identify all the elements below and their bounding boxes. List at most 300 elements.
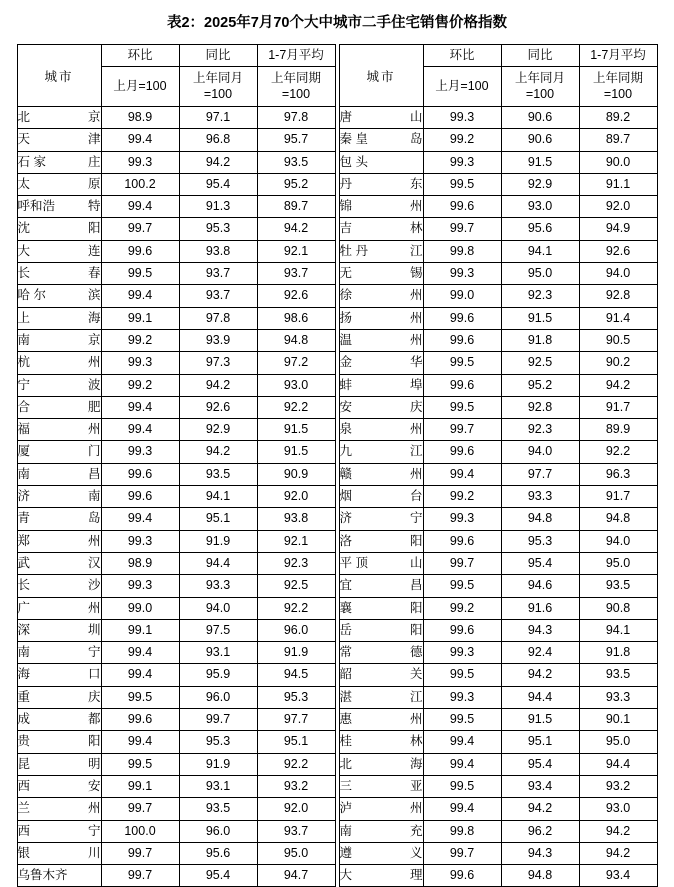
mom-value-right: 99.6 <box>423 441 501 463</box>
avg-value-right: 96.3 <box>579 463 657 485</box>
city-name-part1: 长 <box>17 266 31 281</box>
city-name-part1: 贵 <box>17 734 31 749</box>
mom-value-left: 99.2 <box>101 374 179 396</box>
mom-value-left: 99.2 <box>101 329 179 351</box>
city-name-part1: 烟 <box>339 489 353 504</box>
city-name-cell-right <box>339 642 423 664</box>
avg-value-right: 89.7 <box>579 129 657 151</box>
table-row <box>17 597 657 619</box>
city-name-part2: 波 <box>87 377 101 392</box>
header-sub-yoy-right <box>501 67 579 107</box>
yoy-value-left: 97.3 <box>179 352 257 374</box>
city-name-part1: 三 <box>339 778 353 793</box>
table-row <box>17 307 657 329</box>
table-row <box>17 151 657 173</box>
header-sub-yoy-left-l2: =100 <box>203 86 233 101</box>
city-name-cell-right <box>339 664 423 686</box>
mom-value-right: 99.5 <box>423 173 501 195</box>
city-name-part1: 厦 <box>17 444 31 459</box>
mom-value-right: 99.2 <box>423 129 501 151</box>
city-name-part1: 温 <box>339 332 353 347</box>
yoy-value-right: 94.4 <box>501 686 579 708</box>
city-name-cell-left <box>17 196 101 218</box>
mom-value-left: 99.7 <box>101 842 179 864</box>
yoy-value-right: 95.4 <box>501 552 579 574</box>
yoy-value-right: 90.6 <box>501 107 579 129</box>
mom-value-right: 99.2 <box>423 486 501 508</box>
table-row <box>17 619 657 641</box>
city-name-cell-right <box>339 173 423 195</box>
city-name-cell-left <box>17 173 101 195</box>
city-name-part2: 庆 <box>409 399 423 414</box>
city-name-part2: 州 <box>409 332 423 347</box>
city-name-cell-left <box>17 642 101 664</box>
table-head <box>17 45 657 107</box>
table-row <box>17 173 657 195</box>
city-name-part2: 江 <box>409 444 423 459</box>
yoy-value-right: 95.0 <box>501 263 579 285</box>
yoy-value-right: 93.3 <box>501 486 579 508</box>
city-name-part2: 阳 <box>87 734 101 749</box>
city-name-part1: 哈 尔 <box>17 288 46 303</box>
yoy-value-left: 92.9 <box>179 419 257 441</box>
city-name-cell-right <box>339 329 423 351</box>
mom-value-right: 99.6 <box>423 196 501 218</box>
city-name-part2: 亚 <box>409 778 423 793</box>
city-name-cell-left <box>17 151 101 173</box>
city-name-part1: 宜 <box>339 578 353 593</box>
mom-value-right: 99.7 <box>423 218 501 240</box>
avg-value-right: 91.8 <box>579 642 657 664</box>
mom-value-right: 99.4 <box>423 463 501 485</box>
avg-value-left: 92.2 <box>257 597 335 619</box>
city-name-part2: 宁 <box>87 645 101 660</box>
city-name-cell-right <box>339 619 423 641</box>
city-name-part1: 平 顶 <box>339 555 368 570</box>
avg-value-left: 93.7 <box>257 820 335 842</box>
yoy-value-left: 97.1 <box>179 107 257 129</box>
yoy-value-left: 95.9 <box>179 664 257 686</box>
table-row <box>17 642 657 664</box>
city-name-cell-left <box>17 731 101 753</box>
city-name-part2: 州 <box>87 600 101 615</box>
mom-value-right: 99.3 <box>423 686 501 708</box>
yoy-value-right: 92.3 <box>501 419 579 441</box>
avg-value-right: 94.0 <box>579 530 657 552</box>
table-row <box>17 129 657 151</box>
yoy-value-right: 92.8 <box>501 396 579 418</box>
city-name-cell-right <box>339 218 423 240</box>
city-name-part2: 南 <box>87 489 101 504</box>
city-name-part2: 春 <box>87 266 101 281</box>
city-name-cell-right <box>339 285 423 307</box>
city-name-cell-right <box>339 196 423 218</box>
city-name-part1: 天 <box>17 132 31 147</box>
city-name-part2: 门 <box>87 444 101 459</box>
avg-value-left: 92.3 <box>257 552 335 574</box>
city-name-part2: 京 <box>87 332 101 347</box>
city-name-part1: 南 <box>17 332 31 347</box>
table-row <box>17 798 657 820</box>
table-row <box>17 196 657 218</box>
city-name-part2: 昌 <box>409 578 423 593</box>
city-name-part2: 滨 <box>87 288 101 303</box>
avg-value-right: 95.0 <box>579 552 657 574</box>
yoy-value-left: 95.1 <box>179 508 257 530</box>
city-name-cell-left <box>17 107 101 129</box>
city-name-part1: 福 <box>17 422 31 437</box>
header-sub-avg-left-l1: 上年同期 <box>270 70 321 85</box>
city-name-part1: 广 <box>17 600 31 615</box>
city-name-part2: 岛 <box>409 132 423 147</box>
avg-value-right: 92.6 <box>579 240 657 262</box>
avg-value-right: 94.8 <box>579 508 657 530</box>
mom-value-left: 99.5 <box>101 753 179 775</box>
city-name-part1: 岳 <box>339 622 353 637</box>
yoy-value-left: 93.5 <box>179 798 257 820</box>
city-name-cell-left <box>17 396 101 418</box>
avg-value-right: 89.2 <box>579 107 657 129</box>
yoy-value-left: 93.1 <box>179 642 257 664</box>
yoy-value-right: 93.4 <box>501 775 579 797</box>
city-name-cell-left <box>17 597 101 619</box>
city-name-part1: 郑 <box>17 533 31 548</box>
city-name-part1: 北 <box>17 110 31 124</box>
mom-value-right: 99.6 <box>423 374 501 396</box>
yoy-value-left: 91.3 <box>179 196 257 218</box>
city-name-part1: 乌鲁木齐 <box>17 868 68 883</box>
city-name-cell-right <box>339 775 423 797</box>
city-name-part2: 海 <box>87 310 101 325</box>
avg-value-left: 91.5 <box>257 441 335 463</box>
city-name-part1: 泸 <box>339 801 353 816</box>
mom-value-left: 100.0 <box>101 820 179 842</box>
yoy-value-right: 92.4 <box>501 642 579 664</box>
city-name-cell-right <box>339 419 423 441</box>
avg-value-left: 89.7 <box>257 196 335 218</box>
avg-value-right: 94.1 <box>579 619 657 641</box>
city-name-cell-left <box>17 842 101 864</box>
city-name-part2: 都 <box>87 712 101 727</box>
page-title: 表2：2025年7月70个大中城市二手住宅销售价格指数 <box>166 15 507 31</box>
yoy-value-left: 93.7 <box>179 285 257 307</box>
city-name-part2: 圳 <box>87 622 101 637</box>
mom-value-left: 99.4 <box>101 396 179 418</box>
city-name-cell-right <box>339 798 423 820</box>
city-name-part1: 湛 <box>339 689 353 704</box>
city-name-cell-left <box>17 798 101 820</box>
city-name-part2: 州 <box>87 533 101 548</box>
city-name-cell-right <box>339 753 423 775</box>
mom-value-left: 99.1 <box>101 775 179 797</box>
city-name-part1: 秦 皇 <box>339 132 368 147</box>
header-sub-avg-left <box>257 67 335 107</box>
city-name-part1: 九 <box>339 444 353 459</box>
city-name-part1: 沈 <box>17 221 31 236</box>
avg-value-right: 91.7 <box>579 486 657 508</box>
city-name-cell-left <box>17 552 101 574</box>
city-name-part1: 金 <box>339 355 353 370</box>
avg-value-left: 92.0 <box>257 486 335 508</box>
city-name-cell-right <box>339 463 423 485</box>
mom-value-left: 99.4 <box>101 664 179 686</box>
yoy-value-left: 97.5 <box>179 619 257 641</box>
city-name-cell-left <box>17 263 101 285</box>
avg-value-left: 92.2 <box>257 396 335 418</box>
header-sub-yoy-left-l1: 上年同月 <box>192 70 243 85</box>
table-row <box>17 218 657 240</box>
yoy-value-left: 93.5 <box>179 463 257 485</box>
city-name-part1: 韶 <box>339 667 353 682</box>
city-name-part1: 无 <box>339 266 353 281</box>
city-name-part2: 山 <box>409 110 423 124</box>
header-sub-mom-left-l1: 上月=100 <box>113 78 167 93</box>
table-row <box>17 575 657 597</box>
avg-value-right: 91.4 <box>579 307 657 329</box>
mom-value-right: 99.7 <box>423 419 501 441</box>
city-name-part1: 太 <box>17 176 31 191</box>
table-row <box>17 508 657 530</box>
mom-value-left: 99.4 <box>101 642 179 664</box>
avg-value-right: 93.2 <box>579 775 657 797</box>
yoy-value-left: 95.3 <box>179 731 257 753</box>
mom-value-left: 99.6 <box>101 709 179 731</box>
yoy-value-right: 95.3 <box>501 530 579 552</box>
mom-value-right: 99.6 <box>423 619 501 641</box>
city-name-cell-right <box>339 396 423 418</box>
mom-value-right: 99.3 <box>423 107 501 129</box>
city-name-cell-left <box>17 218 101 240</box>
city-name-part1: 丹 <box>339 176 353 191</box>
yoy-value-left: 94.2 <box>179 151 257 173</box>
avg-value-right: 90.8 <box>579 597 657 619</box>
city-name-cell-left <box>17 530 101 552</box>
header-sub-avg-right <box>579 67 657 107</box>
city-name-part2: 阳 <box>409 600 423 615</box>
avg-value-right: 94.2 <box>579 820 657 842</box>
city-name-part2: 岛 <box>87 511 101 526</box>
city-name-cell-left <box>17 709 101 731</box>
city-name-part1: 成 <box>17 712 31 727</box>
city-name-part2: 阳 <box>409 533 423 548</box>
city-name-part1: 济 <box>339 511 353 526</box>
table-row <box>17 709 657 731</box>
city-name-part2: 锡 <box>409 266 423 281</box>
avg-value-right: 94.2 <box>579 842 657 864</box>
mom-value-right: 99.5 <box>423 575 501 597</box>
avg-value-left: 97.8 <box>257 107 335 129</box>
yoy-value-right: 91.5 <box>501 709 579 731</box>
table-row <box>17 107 657 129</box>
mom-value-right: 99.2 <box>423 597 501 619</box>
city-name-part1: 长 <box>17 578 31 593</box>
avg-value-right: 90.2 <box>579 352 657 374</box>
avg-value-right: 94.9 <box>579 218 657 240</box>
yoy-value-right: 96.2 <box>501 820 579 842</box>
mom-value-left: 99.4 <box>101 731 179 753</box>
mom-value-left: 99.1 <box>101 619 179 641</box>
mom-value-right: 99.6 <box>423 307 501 329</box>
price-index-table <box>17 44 658 887</box>
city-name-part2: 州 <box>409 288 423 303</box>
city-name-part1: 徐 <box>339 288 353 303</box>
yoy-value-left: 94.1 <box>179 486 257 508</box>
mom-value-left: 99.0 <box>101 597 179 619</box>
table-row <box>17 664 657 686</box>
yoy-value-right: 90.6 <box>501 129 579 151</box>
yoy-value-right: 91.6 <box>501 597 579 619</box>
table-row <box>17 263 657 285</box>
mom-value-left: 98.9 <box>101 107 179 129</box>
yoy-value-right: 93.0 <box>501 196 579 218</box>
header-sub-mom-right <box>423 67 501 107</box>
city-name-cell-right <box>339 508 423 530</box>
city-name-part2: 林 <box>409 221 423 236</box>
city-name-cell-right <box>339 820 423 842</box>
mom-value-right: 99.4 <box>423 798 501 820</box>
mom-value-right: 99.7 <box>423 552 501 574</box>
city-name-cell-left <box>17 441 101 463</box>
city-name-part1: 银 <box>17 845 31 860</box>
header-yoy-right: 同比 <box>501 45 579 67</box>
avg-value-right: 90.0 <box>579 151 657 173</box>
city-name-cell-left <box>17 753 101 775</box>
city-name-part2: 汉 <box>87 555 101 570</box>
avg-value-left: 98.6 <box>257 307 335 329</box>
table-row <box>17 329 657 351</box>
yoy-value-right: 94.8 <box>501 508 579 530</box>
city-name-cell-right <box>339 441 423 463</box>
city-name-cell-right <box>339 486 423 508</box>
city-name-cell-right <box>339 552 423 574</box>
avg-value-right: 95.0 <box>579 731 657 753</box>
table-row <box>17 552 657 574</box>
yoy-value-left: 93.3 <box>179 575 257 597</box>
city-name-cell-left <box>17 664 101 686</box>
mom-value-right: 99.5 <box>423 352 501 374</box>
city-name-part1: 呼和浩 <box>17 199 56 214</box>
table-row <box>17 352 657 374</box>
city-name-cell-left <box>17 129 101 151</box>
header-avg-right: 1-7月平均 <box>579 45 657 67</box>
city-name-cell-left <box>17 486 101 508</box>
table-row <box>17 419 657 441</box>
avg-value-left: 94.8 <box>257 329 335 351</box>
avg-value-right: 92.2 <box>579 441 657 463</box>
mom-value-left: 99.4 <box>101 419 179 441</box>
city-name-part2: 义 <box>409 845 423 860</box>
mom-value-left: 100.2 <box>101 173 179 195</box>
city-name-cell-left <box>17 419 101 441</box>
avg-value-left: 92.2 <box>257 753 335 775</box>
mom-value-left: 99.7 <box>101 798 179 820</box>
yoy-value-right: 95.1 <box>501 731 579 753</box>
table-row <box>17 240 657 262</box>
mom-value-right: 99.3 <box>423 642 501 664</box>
yoy-value-left: 95.3 <box>179 218 257 240</box>
city-name-part2: 州 <box>87 355 101 370</box>
city-name-part2: 昌 <box>87 466 101 481</box>
city-name-part1: 桂 <box>339 734 353 749</box>
table-row <box>17 731 657 753</box>
city-name-cell-right <box>339 865 423 887</box>
city-name-part2: 台 <box>409 489 423 504</box>
yoy-value-right: 97.7 <box>501 463 579 485</box>
yoy-value-left: 99.7 <box>179 709 257 731</box>
yoy-value-right: 94.3 <box>501 842 579 864</box>
city-name-cell-right <box>339 597 423 619</box>
mom-value-left: 99.3 <box>101 352 179 374</box>
city-name-part2: 口 <box>87 667 101 682</box>
city-name-part1: 西 <box>17 778 31 793</box>
yoy-value-left: 93.9 <box>179 329 257 351</box>
city-name-part1: 襄 <box>339 600 353 615</box>
avg-value-left: 96.0 <box>257 619 335 641</box>
city-name-cell-right <box>339 575 423 597</box>
yoy-value-right: 94.0 <box>501 441 579 463</box>
city-name-part2: 州 <box>409 801 423 816</box>
avg-value-left: 95.7 <box>257 129 335 151</box>
city-name-part2: 江 <box>409 689 423 704</box>
table-row <box>17 374 657 396</box>
avg-value-right: 94.0 <box>579 263 657 285</box>
city-name-part2: 充 <box>409 823 423 838</box>
yoy-value-right: 94.2 <box>501 664 579 686</box>
yoy-value-left: 96.0 <box>179 686 257 708</box>
mom-value-left: 99.3 <box>101 530 179 552</box>
city-name-part2: 安 <box>87 778 101 793</box>
avg-value-right: 93.5 <box>579 575 657 597</box>
city-name-part1: 宁 <box>17 377 31 392</box>
avg-value-right: 89.9 <box>579 419 657 441</box>
avg-value-right: 94.4 <box>579 753 657 775</box>
header-sub-avg-right-l1: 上年同期 <box>592 70 643 85</box>
avg-value-left: 92.1 <box>257 240 335 262</box>
avg-value-right: 93.0 <box>579 798 657 820</box>
city-name-part2: 原 <box>87 176 101 191</box>
table-row <box>17 775 657 797</box>
yoy-value-right: 94.6 <box>501 575 579 597</box>
header-mom-left: 环比 <box>101 45 179 67</box>
avg-value-left: 95.2 <box>257 173 335 195</box>
header-sub-avg-right-l2: =100 <box>603 86 633 101</box>
city-name-cell-left <box>17 329 101 351</box>
avg-value-left: 93.8 <box>257 508 335 530</box>
yoy-value-right: 95.2 <box>501 374 579 396</box>
avg-value-right: 91.1 <box>579 173 657 195</box>
mom-value-right: 99.4 <box>423 753 501 775</box>
yoy-value-right: 91.5 <box>501 307 579 329</box>
avg-value-left: 90.9 <box>257 463 335 485</box>
header-sub-avg-left-l2: =100 <box>281 86 311 101</box>
city-name-part2: 庄 <box>87 154 101 169</box>
yoy-value-right: 92.5 <box>501 352 579 374</box>
city-name-part1: 大 <box>17 243 31 258</box>
city-name-part1: 南 <box>17 645 31 660</box>
mom-value-left: 99.3 <box>101 441 179 463</box>
yoy-value-right: 92.9 <box>501 173 579 195</box>
city-name-part2: 州 <box>409 712 423 727</box>
city-name-cell-right <box>339 686 423 708</box>
header-sub-yoy-left <box>179 67 257 107</box>
yoy-value-right: 94.8 <box>501 865 579 887</box>
city-name-part2: 州 <box>409 199 423 214</box>
city-name-part1: 赣 <box>339 466 353 481</box>
avg-value-right: 90.1 <box>579 709 657 731</box>
city-name-part2: 林 <box>409 734 423 749</box>
yoy-value-left: 94.2 <box>179 441 257 463</box>
avg-value-left: 93.2 <box>257 775 335 797</box>
